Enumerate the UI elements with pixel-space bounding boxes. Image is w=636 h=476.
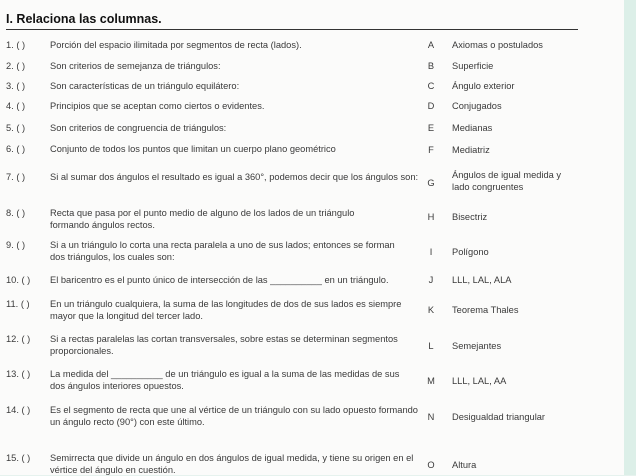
question-number: 1. ( ) [6,40,26,50]
answer-letter: L [428,341,434,351]
question-number: 13. ( ) [6,369,31,379]
question-text: El baricentro es el punto único de intersección de las __________ en un triángulo. [50,275,389,285]
question-text: Si a rectas paralelas las cortan transversales, sobre estas se determinan segmentos proporcionales. [50,334,398,356]
answer-letter: O [427,460,435,470]
answer-text: LLL, LAL, AA [452,376,507,386]
question-text: Principios que se aceptan como ciertos o evidentes. [50,101,265,111]
answer-text: Teorema Thales [452,305,519,315]
question-number: 3. ( ) [6,81,26,91]
answer-text: Medianas [452,123,493,133]
question-text: Semirrecta que divide un ángulo en dos ángulos de igual medida, y tiene su origen en el vértice del ángulo en cuestión. [50,453,414,475]
answer-text: Semejantes [452,341,502,351]
answer-text: Polígono [452,247,489,257]
answer-text: Bisectriz [452,212,488,222]
answer-letter: G [427,178,435,188]
answer-text: LLL, LAL, ALA [452,275,512,285]
answer-text: Ángulo exterior [452,81,515,91]
question-text: Recta que pasa por el punto medio de alguno de los lados de un triángulo formando ángulos rectos. [50,208,355,230]
answer-letter: B [427,61,435,71]
answer-text: Axiomas o postulados [452,40,543,50]
question-text: La medida del __________ de un triángulo es igual a la suma de las medidas de sus dos ángulos interiores opuestos. [50,369,400,391]
question-number: 15. ( ) [6,453,31,463]
answer-letter: F [428,145,434,155]
question-number: 8. ( ) [6,208,26,218]
answer-letter: I [429,247,433,257]
question-number: 2. ( ) [6,61,26,71]
answer-letter: M [427,376,435,386]
answer-text: Conjugados [452,101,502,111]
answer-letter: D [427,101,435,111]
question-number: 5. ( ) [6,123,26,133]
question-text: Si a un triángulo lo corta una recta paralela a uno de sus lados; entonces se forman dos triángulos, los cuales son: [50,240,395,262]
answer-letter: J [428,275,434,285]
answer-text: Altura [452,460,477,470]
answer-text: Desigualdad triangular [452,412,546,422]
question-number: 12. ( ) [6,334,31,344]
question-number: 10. ( ) [6,275,31,285]
answer-letter: N [427,412,435,422]
question-text: Es el segmento de recta que une al vértice de un triángulo con su lado opuesto formando un ángulo recto (90°) con este último. [50,405,418,427]
question-text: Conjunto de todos los puntos que limitan un cuerpo plano geométrico [50,144,336,154]
worksheet-title: I. Relaciona las columnas. [6,12,162,26]
answer-text: Ángulos de igual medida y lado congruentes [452,170,562,192]
question-number: 11. ( ) [6,299,30,309]
question-text: En un triángulo cualquiera, la suma de las longitudes de dos de sus lados es siempre mayor que la longitud del tercer lado. [50,299,402,321]
answer-text: Superficie [452,61,494,71]
question-text: Son criterios de congruencia de triángulos: [50,123,227,133]
title-divider [6,29,578,30]
answer-letter: A [427,40,435,50]
answer-letter: K [427,305,435,315]
question-number: 4. ( ) [6,101,26,111]
question-text: Porción del espacio ilimitada por segmentos de recta (lados). [50,40,302,50]
answer-letter: C [427,81,435,91]
question-text: Son características de un triángulo equilátero: [50,81,240,91]
answer-text: Mediatriz [452,145,490,155]
question-number: 6. ( ) [6,144,26,154]
question-number: 9. ( ) [6,240,26,250]
question-text: Son criterios de semejanza de triángulos: [50,61,221,71]
question-number: 14. ( ) [6,405,31,415]
question-text: Si al sumar dos ángulos el resultado es igual a 360°, podemos decir que los ángulos son: [50,172,419,182]
answer-letter: E [427,123,435,133]
page-margin [624,0,636,475]
answer-letter: H [427,212,435,222]
question-number: 7. ( ) [6,172,26,182]
